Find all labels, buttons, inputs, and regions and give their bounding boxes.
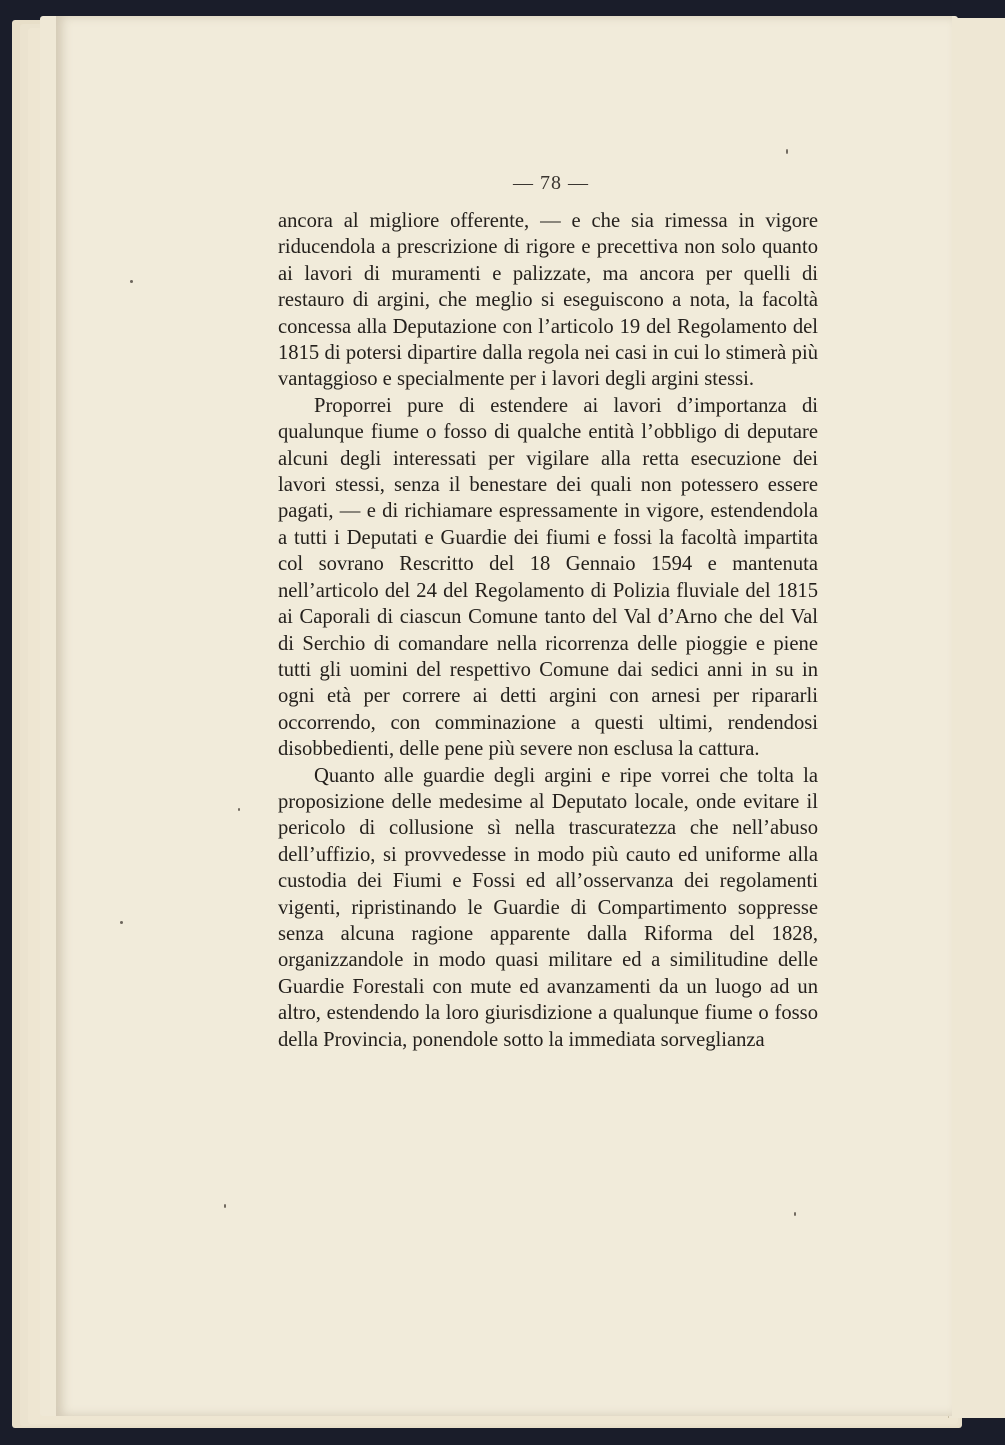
paper-speck [786,149,788,154]
paper-speck [120,921,123,924]
paper-speck [794,1212,796,1216]
paragraph: Quanto alle guardie degli argini e ripe vorrei che tolta la proposizione delle medesime al Deputato locale, onde evitare il pericolo di collusione sì nella trascuratezza che nell’abuso dell’uffizio, si provvedesse in modo più cauto ed uniforme alla custodia dei Fiumi e Fossi ed all’osservanza dei regolamenti vigenti, ripristinando le Guardie di Compartimento soppresse senza alcuna ragione apparente dalla Riforma del 1828, organizzandole in modo quasi militare ed a similitudine delle Guardie Forestali con mute ed avanzamenti da un luogo ad un altro, estendendo la loro giurisdizione a qualunque fiume o fosso della Provincia, ponendole sotto la immediata sorveglianza [278,764,818,1051]
body-text [278,208,818,1053]
paper-speck [238,808,240,811]
paper-speck [130,280,133,283]
paragraph: ancora al migliore offerente, — e che sia rimessa in vigore riducendola a prescrizione di rigore e precettiva non solo quanto ai lavori di muramenti e palizzate, ma ancora per quelli di restauro di argini, che meglio si eseguiscono a nota, la facoltà concessa alla Deputazione con l’articolo 19 del Regolamento del 1815 di potersi dipartire dalla regola nei casi in cui lo stimerà più vantaggioso e specialmente per i lavori degli argini stessi. [278,210,818,391]
page-number: — 78 — [513,172,589,194]
facing-page-edge [948,18,1005,1418]
paper-speck [224,1204,226,1208]
paragraph: Proporrei pure di estendere ai lavori d’importanza di qualunque fiume o fosso di qualche entità l’obbligo di deputare alcuni degli interessati per vigilare alla retta esecuzione dei lavori stessi, senza il benestare dei quali non potessero essere pagati, — e di richiamare espressamente in vigore, estendendola a tutti i Deputati e Guardie dei fiumi e fossi la facoltà impartita col sovrano Rescritto del 18 Gennaio 1594 e mantenuta nell’articolo del 24 del Regolamento di Polizia fluviale del 1815 ai Caporali di ciascun Comune tanto del Val d’Arno che del Val di Serchio di comandare nella ricorrenza delle pioggie e piene tutti gli uomini del respettivo Comune dai sedici anni in su in ogni età per correre ai detti argini con arnesi per ripararli occorrendo, con comminazione a questi ultimi, rendendosi disobbedienti, delle pene più severe non esclusa la cattura. [278,394,818,761]
